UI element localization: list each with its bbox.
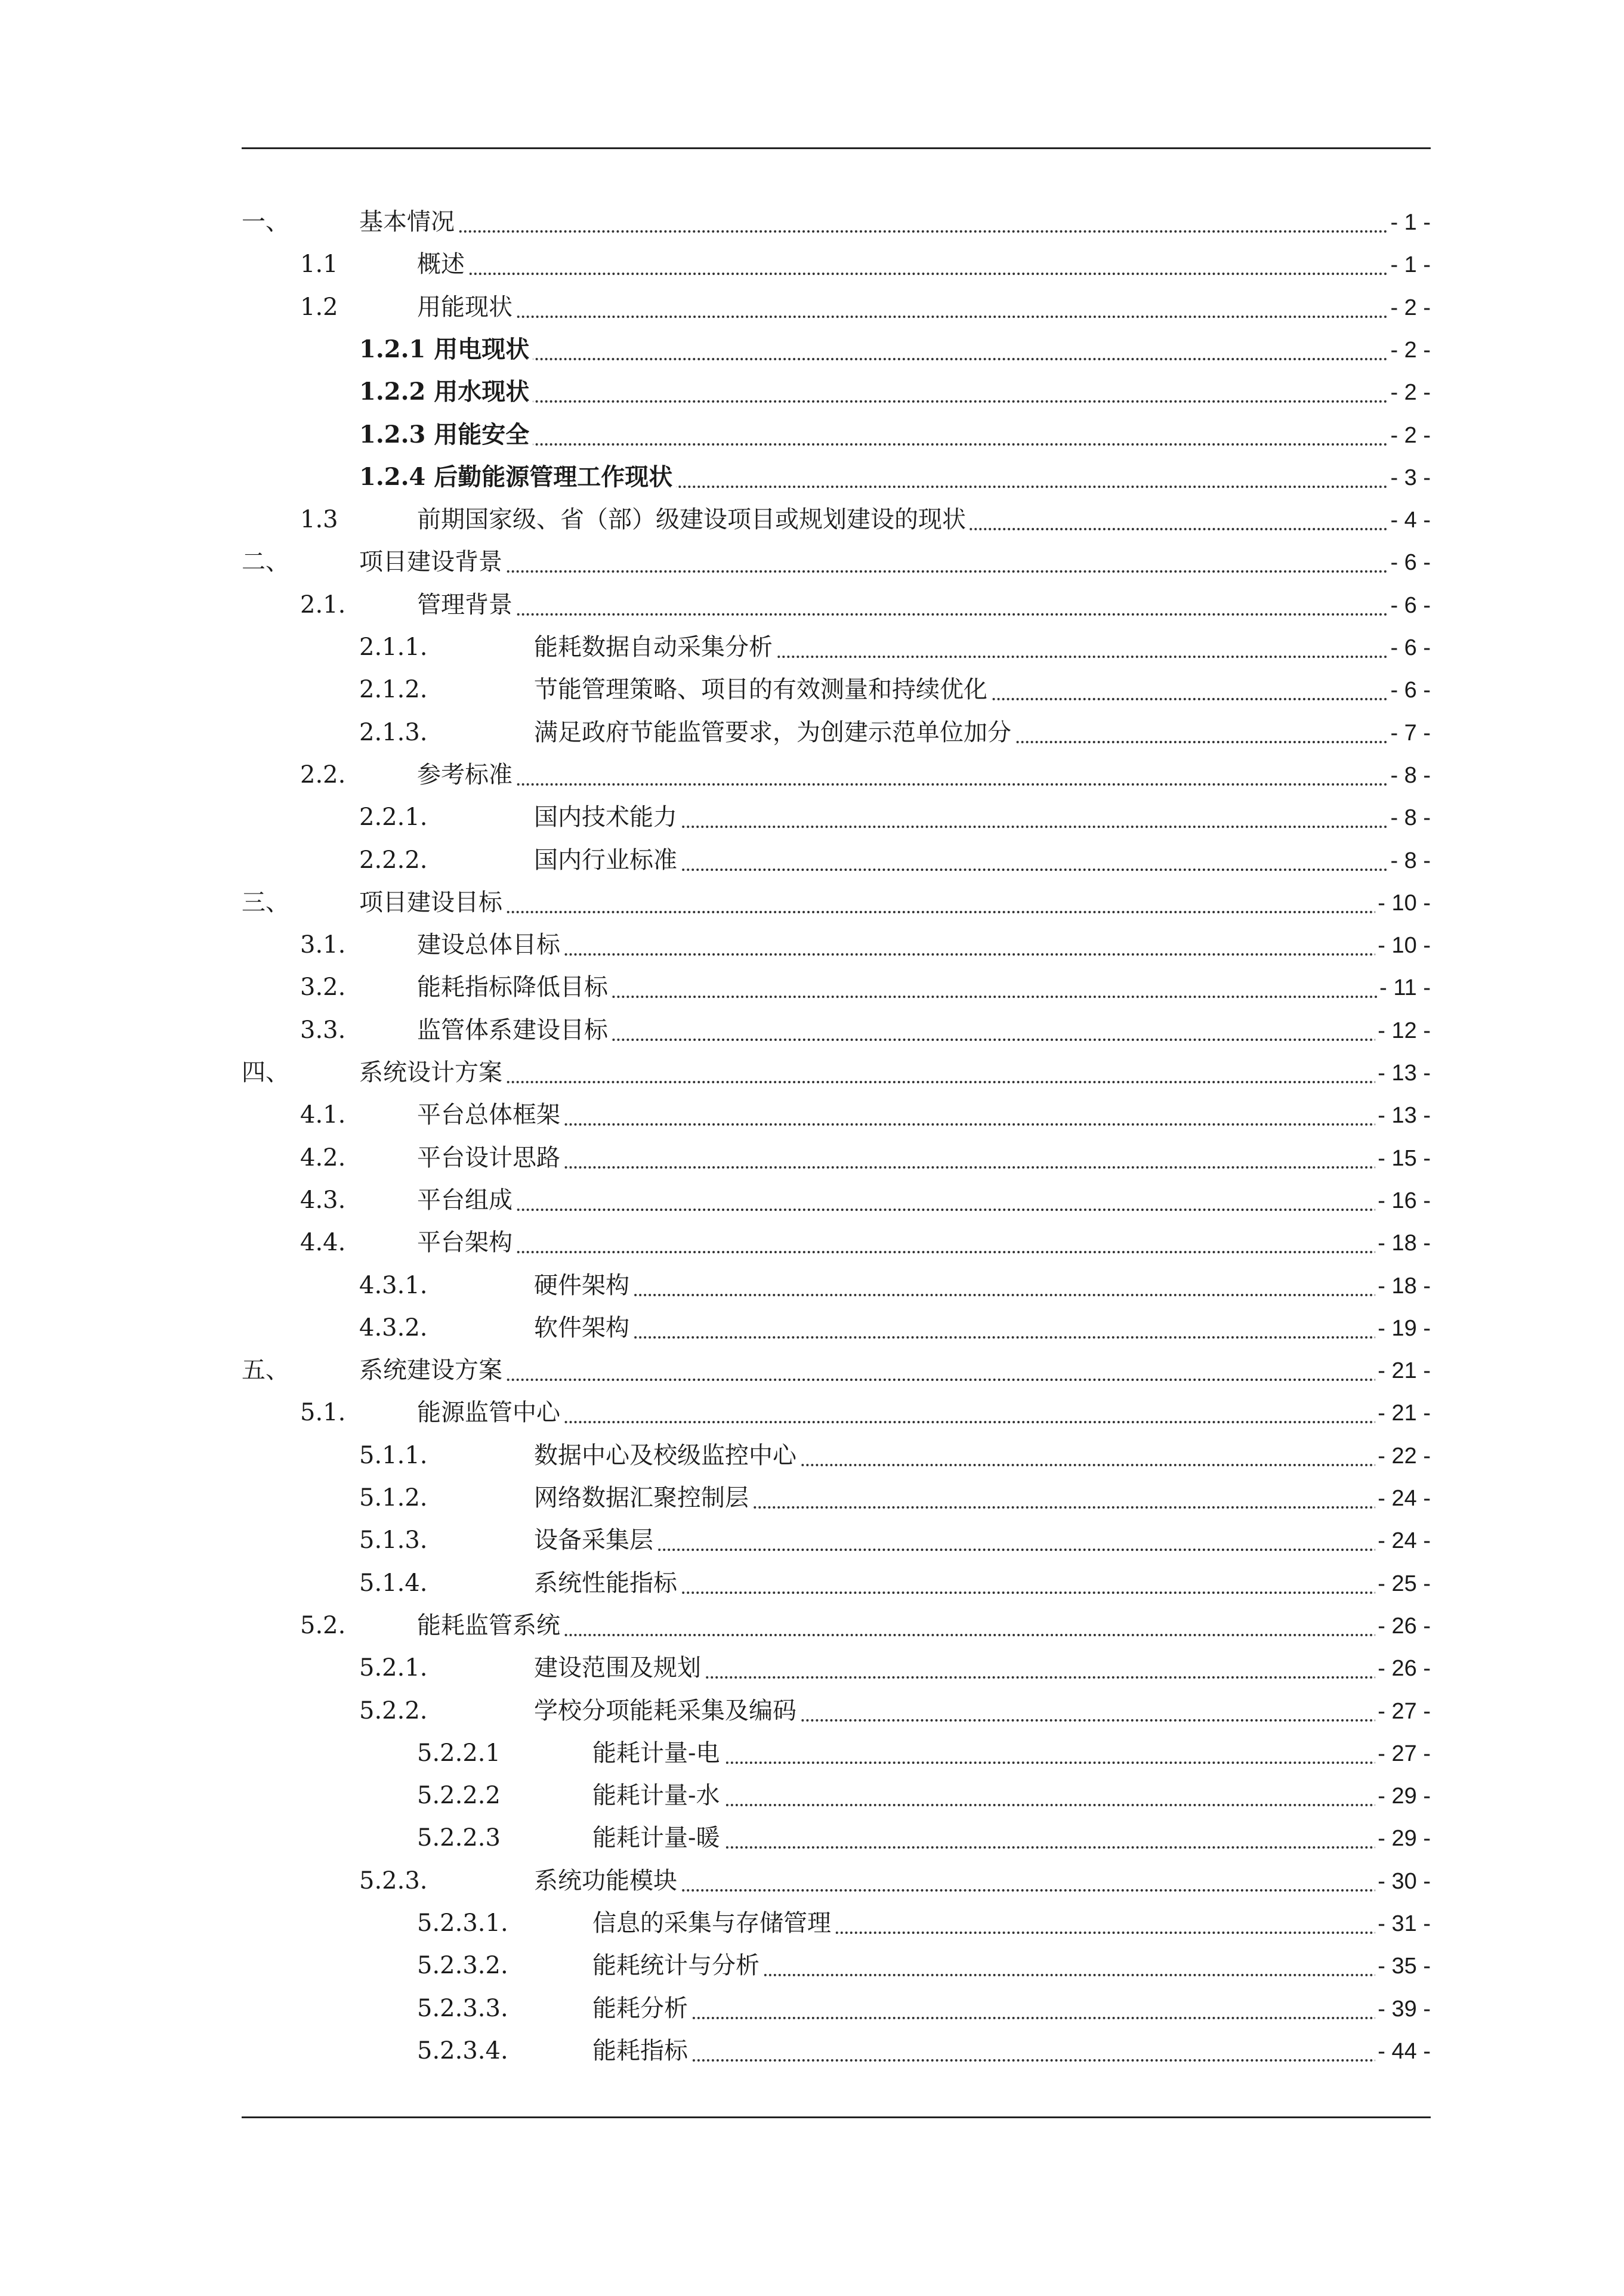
toc-entry-title: 软件架构: [534, 1316, 633, 1340]
toc-entry-page: - 27 -: [1375, 1700, 1431, 1723]
toc-entry[interactable]: [242, 967, 1431, 1003]
toc-entry-title: 能耗计量-暖: [592, 1826, 724, 1850]
toc-entry-title: 能耗监管系统: [417, 1614, 564, 1637]
toc-entry-number: 2.1.: [300, 591, 346, 619]
toc-entry-title: 系统功能模块: [534, 1869, 681, 1893]
toc-dot-leader: [359, 1379, 1431, 1381]
toc-entry[interactable]: [242, 542, 1431, 577]
toc-entry-page: - 26 -: [1375, 1615, 1431, 1637]
toc-entry-number: 5.2.3.2.: [417, 1952, 508, 1980]
toc-entry-page: - 2 -: [1388, 424, 1431, 447]
toc-entry[interactable]: [242, 244, 1431, 280]
toc-entry-page: - 15 -: [1375, 1147, 1431, 1170]
toc-entry[interactable]: [242, 1818, 1431, 1853]
toc-entry[interactable]: [242, 1520, 1431, 1556]
toc-entry-title: 项目建设目标: [359, 891, 506, 914]
toc-entry-page: - 3 -: [1388, 466, 1431, 489]
toc-entry-title: 网络数据汇聚控制层: [534, 1486, 752, 1510]
toc-entry-page: - 2 -: [1388, 339, 1431, 361]
toc-entry-title: 能耗数据自动采集分析: [534, 635, 776, 659]
toc-entry-page: - 24 -: [1375, 1529, 1431, 1552]
toc-dot-leader: [417, 1166, 1431, 1169]
toc-entry-title: 1.2.2 用水现状: [359, 380, 533, 404]
toc-entry-page: - 13 -: [1375, 1104, 1431, 1127]
toc-entry[interactable]: [242, 457, 1431, 493]
toc-entry[interactable]: [242, 1605, 1431, 1641]
toc-entry-number: 2.2.: [300, 761, 346, 789]
toc-entry[interactable]: [242, 287, 1431, 323]
toc-dot-leader: [417, 1421, 1431, 1423]
toc-dot-leader: [417, 273, 1431, 275]
toc-entry-title: 能耗统计与分析: [592, 1954, 763, 1977]
toc-entry-number: 4.3.2.: [359, 1314, 428, 1342]
toc-entry[interactable]: [242, 1095, 1431, 1130]
toc-entry-title: 建设总体目标: [417, 933, 564, 957]
toc-entry-title: 1.2.1 用电现状: [359, 338, 533, 361]
toc-entry-page: - 11 -: [1377, 977, 1431, 999]
toc-entry-page: - 13 -: [1375, 1062, 1431, 1084]
toc-entry-number: 4.4.: [300, 1229, 346, 1257]
toc-entry[interactable]: [242, 755, 1431, 790]
toc-entry[interactable]: [242, 1903, 1431, 1939]
toc-entry-page: - 8 -: [1388, 806, 1431, 829]
toc-entry-page: - 6 -: [1388, 679, 1431, 702]
toc-entry-number: 5.1.2.: [359, 1484, 428, 1512]
toc-dot-leader: [592, 2017, 1431, 2019]
toc-entry-number: 二、: [242, 548, 289, 576]
toc-entry-number: 2.1.2.: [359, 676, 428, 704]
toc-entry-page: - 8 -: [1388, 849, 1431, 872]
toc-entry[interactable]: [242, 1478, 1431, 1513]
toc-entry-page: - 4 -: [1388, 509, 1431, 531]
toc-entry[interactable]: [242, 669, 1431, 705]
toc-entry-number: 一、: [242, 208, 289, 236]
toc-entry[interactable]: [242, 1052, 1431, 1088]
toc-entry-number: 5.1.1.: [359, 1441, 428, 1469]
toc-entry-page: - 10 -: [1375, 934, 1431, 957]
toc-entry-page: - 10 -: [1375, 892, 1431, 914]
toc-entry-number: 1.3: [300, 506, 338, 534]
toc-dot-leader: [534, 1549, 1431, 1551]
toc-entry-number: 5.2.3.4.: [417, 2037, 508, 2065]
toc-entry-title: 监管体系建设目标: [417, 1018, 612, 1042]
toc-dot-leader: [359, 230, 1431, 233]
toc-entry[interactable]: [242, 202, 1431, 237]
toc-entry-title: 平台架构: [417, 1231, 516, 1254]
toc-entry-title: 管理背景: [417, 593, 516, 617]
toc-entry[interactable]: [242, 1392, 1431, 1428]
toc-entry[interactable]: [242, 1010, 1431, 1046]
toc-entry[interactable]: [242, 627, 1431, 663]
toc-entry-title: 1.2.4 后勤能源管理工作现状: [359, 465, 676, 489]
toc-entry-number: 1.1: [300, 251, 338, 279]
toc-entry-page: - 27 -: [1375, 1742, 1431, 1765]
toc-entry-title: 国内技术能力: [534, 805, 681, 829]
toc-entry-number: 5.2.2.: [359, 1696, 428, 1725]
toc-entry-title: 平台总体框架: [417, 1103, 564, 1127]
toc-entry-page: - 21 -: [1375, 1402, 1431, 1424]
toc-entry-page: - 26 -: [1375, 1657, 1431, 1680]
toc-entry-number: 5.1.: [300, 1399, 346, 1427]
toc-entry-title: 能耗计量-水: [592, 1784, 724, 1807]
toc-entry[interactable]: [242, 1308, 1431, 1343]
toc-entry-page: - 22 -: [1375, 1445, 1431, 1467]
toc-entry-page: - 2 -: [1388, 296, 1431, 319]
toc-entry[interactable]: [242, 329, 1431, 365]
toc-entry-number: 3.1.: [300, 931, 346, 959]
toc-entry-page: - 30 -: [1375, 1870, 1431, 1893]
toc-entry-title: 设备采集层: [534, 1528, 657, 1552]
toc-entry[interactable]: [242, 1733, 1431, 1769]
toc-entry[interactable]: [242, 1222, 1431, 1258]
toc-entry-number: 4.1.: [300, 1101, 346, 1129]
toc-dot-leader: [417, 1209, 1431, 1211]
toc-dot-leader: [534, 1294, 1431, 1296]
toc-entry-number: 三、: [242, 888, 289, 916]
toc-entry-title: 能源监管中心: [417, 1401, 564, 1424]
toc-entry-number: 5.1.4.: [359, 1569, 428, 1597]
toc-dot-leader: [417, 1251, 1431, 1253]
toc-entry-number: 3.3.: [300, 1016, 346, 1044]
toc-entry-page: - 12 -: [1375, 1019, 1431, 1042]
toc-entry-number: 2.1.1.: [359, 634, 428, 661]
toc-entry-number: 4.2.: [300, 1144, 346, 1172]
toc-entry-title: 系统设计方案: [359, 1061, 506, 1084]
toc-entry[interactable]: [242, 1691, 1431, 1726]
toc-entry-number: 2.2.1.: [359, 804, 428, 832]
toc-entry-title: 能耗计量-电: [592, 1741, 724, 1765]
toc-entry-page: - 29 -: [1375, 1785, 1431, 1807]
toc-entry-number: 4.3.: [300, 1186, 346, 1214]
toc-entry-title: 系统建设方案: [359, 1358, 506, 1382]
footer-rule: [242, 2116, 1431, 2118]
toc-dot-leader: [534, 1336, 1431, 1339]
toc-entry[interactable]: [242, 1563, 1431, 1599]
toc-dot-leader: [417, 783, 1431, 786]
toc-entry-page: - 6 -: [1388, 636, 1431, 659]
toc-entry[interactable]: [242, 2031, 1431, 2066]
toc-dot-leader: [417, 613, 1431, 616]
toc-entry[interactable]: [242, 1350, 1431, 1386]
header-rule: [242, 147, 1431, 149]
toc-entry-title: 平台组成: [417, 1188, 516, 1212]
toc-entry-title: 能耗指标降低目标: [417, 975, 612, 999]
toc-entry[interactable]: [242, 372, 1431, 407]
toc-entry-number: 2.1.3.: [359, 718, 428, 746]
toc-entry-page: - 19 -: [1375, 1317, 1431, 1340]
toc-entry-title: 能耗分析: [592, 1997, 691, 2020]
toc-entry-number: 5.1.3.: [359, 1526, 428, 1555]
toc-entry-title: 参考标准: [417, 763, 516, 787]
toc-entry-number: 5.2.2.3: [417, 1824, 501, 1852]
toc-entry-page: - 1 -: [1388, 254, 1431, 276]
toc-entry-number: 5.2.3.1.: [417, 1909, 508, 1937]
toc-entry-number: 5.2.3.3.: [417, 1994, 508, 2022]
toc-entry[interactable]: [242, 415, 1431, 450]
toc-entry-page: - 18 -: [1375, 1275, 1431, 1297]
toc-entry-title: 前期国家级、省（部）级建设项目或规划建设的现状: [417, 508, 970, 531]
toc-entry[interactable]: [242, 712, 1431, 748]
toc-entry[interactable]: [242, 797, 1431, 833]
toc-entry[interactable]: [242, 1775, 1431, 1811]
toc-entry-title: 1.2.3 用能安全: [359, 423, 533, 447]
toc-dot-leader: [417, 316, 1431, 318]
toc-entry-page: - 25 -: [1375, 1572, 1431, 1595]
toc-dot-leader: [359, 570, 1431, 573]
toc-dot-leader: [359, 1081, 1431, 1083]
toc-entry-page: - 18 -: [1375, 1232, 1431, 1254]
toc-entry-number: 4.3.1.: [359, 1271, 428, 1299]
toc-entry-number: 四、: [242, 1059, 289, 1086]
toc-entry-page: - 7 -: [1388, 722, 1431, 744]
toc-entry-title: 节能管理策略、项目的有效测量和持续优化: [534, 678, 991, 702]
toc-entry[interactable]: [242, 840, 1431, 876]
toc-entry-page: - 39 -: [1375, 1998, 1431, 2020]
toc-entry-number: 5.2.3.: [359, 1867, 428, 1895]
toc-entry-page: - 29 -: [1375, 1827, 1431, 1850]
toc-entry-page: - 21 -: [1375, 1359, 1431, 1382]
toc-entry[interactable]: [242, 1265, 1431, 1301]
toc-dot-leader: [417, 1123, 1431, 1126]
toc-entry-page: - 2 -: [1388, 381, 1431, 404]
toc-entry[interactable]: [242, 1180, 1431, 1216]
toc-entry-title: 概述: [417, 252, 468, 276]
toc-entry[interactable]: [242, 499, 1431, 535]
toc-entry-title: 硬件架构: [534, 1274, 633, 1297]
toc-entry-number: 5.2.2.1: [417, 1739, 501, 1767]
toc-entry-title: 数据中心及校级监控中心: [534, 1444, 800, 1467]
toc-entry-number: 1.2: [300, 293, 338, 321]
toc-entry[interactable]: [242, 1945, 1431, 1981]
toc-dot-leader: [417, 1634, 1431, 1636]
toc-entry-page: - 8 -: [1388, 764, 1431, 787]
toc-entry[interactable]: [242, 585, 1431, 620]
toc-entry[interactable]: [242, 882, 1431, 918]
toc-entry[interactable]: [242, 1435, 1431, 1471]
toc-entry-number: 5.2.2.2: [417, 1782, 501, 1810]
toc-entry-title: 项目建设背景: [359, 550, 506, 574]
toc-entry[interactable]: [242, 925, 1431, 960]
toc-entry-title: 平台设计思路: [417, 1146, 564, 1170]
toc-entry-page: - 6 -: [1388, 551, 1431, 574]
toc-entry-title: 能耗指标: [592, 2039, 691, 2063]
toc-entry-page: - 16 -: [1375, 1189, 1431, 1212]
toc-entry-number: 5.2.: [300, 1611, 346, 1639]
toc-entry-page: - 31 -: [1375, 1912, 1431, 1935]
toc-entry-number: 3.2.: [300, 974, 346, 1002]
toc-entry[interactable]: [242, 1861, 1431, 1896]
toc-entry-title: 满足政府节能监管要求，为创建示范单位加分: [534, 721, 1015, 744]
toc-entry-page: - 24 -: [1375, 1487, 1431, 1510]
toc-entry-title: 基本情况: [359, 210, 458, 234]
toc-entry-title: 学校分项能耗采集及编码: [534, 1699, 800, 1723]
toc-entry-page: - 6 -: [1388, 594, 1431, 617]
toc-entry-number: 五、: [242, 1356, 289, 1385]
toc-dot-leader: [417, 953, 1431, 956]
toc-dot-leader: [359, 911, 1431, 913]
toc-dot-leader: [592, 2059, 1431, 2062]
toc-entry-page: - 35 -: [1375, 1955, 1431, 1977]
toc-entry-title: 用能现状: [417, 295, 516, 319]
toc-entry-title: 建设范围及规划: [534, 1656, 705, 1680]
toc-entry-number: 5.2.1.: [359, 1654, 428, 1682]
toc-entry-page: - 44 -: [1375, 2040, 1431, 2063]
toc-entry[interactable]: [242, 1648, 1431, 1683]
toc-entry[interactable]: [242, 1138, 1431, 1173]
toc-entry-title: 信息的采集与存储管理: [592, 1911, 835, 1935]
toc-entry[interactable]: [242, 1988, 1431, 2024]
toc-entry-page: - 1 -: [1388, 211, 1431, 234]
toc-entry-number: 2.2.2.: [359, 846, 428, 874]
toc-entry-title: 国内行业标准: [534, 848, 681, 872]
toc-entry-title: 系统性能指标: [534, 1571, 681, 1595]
